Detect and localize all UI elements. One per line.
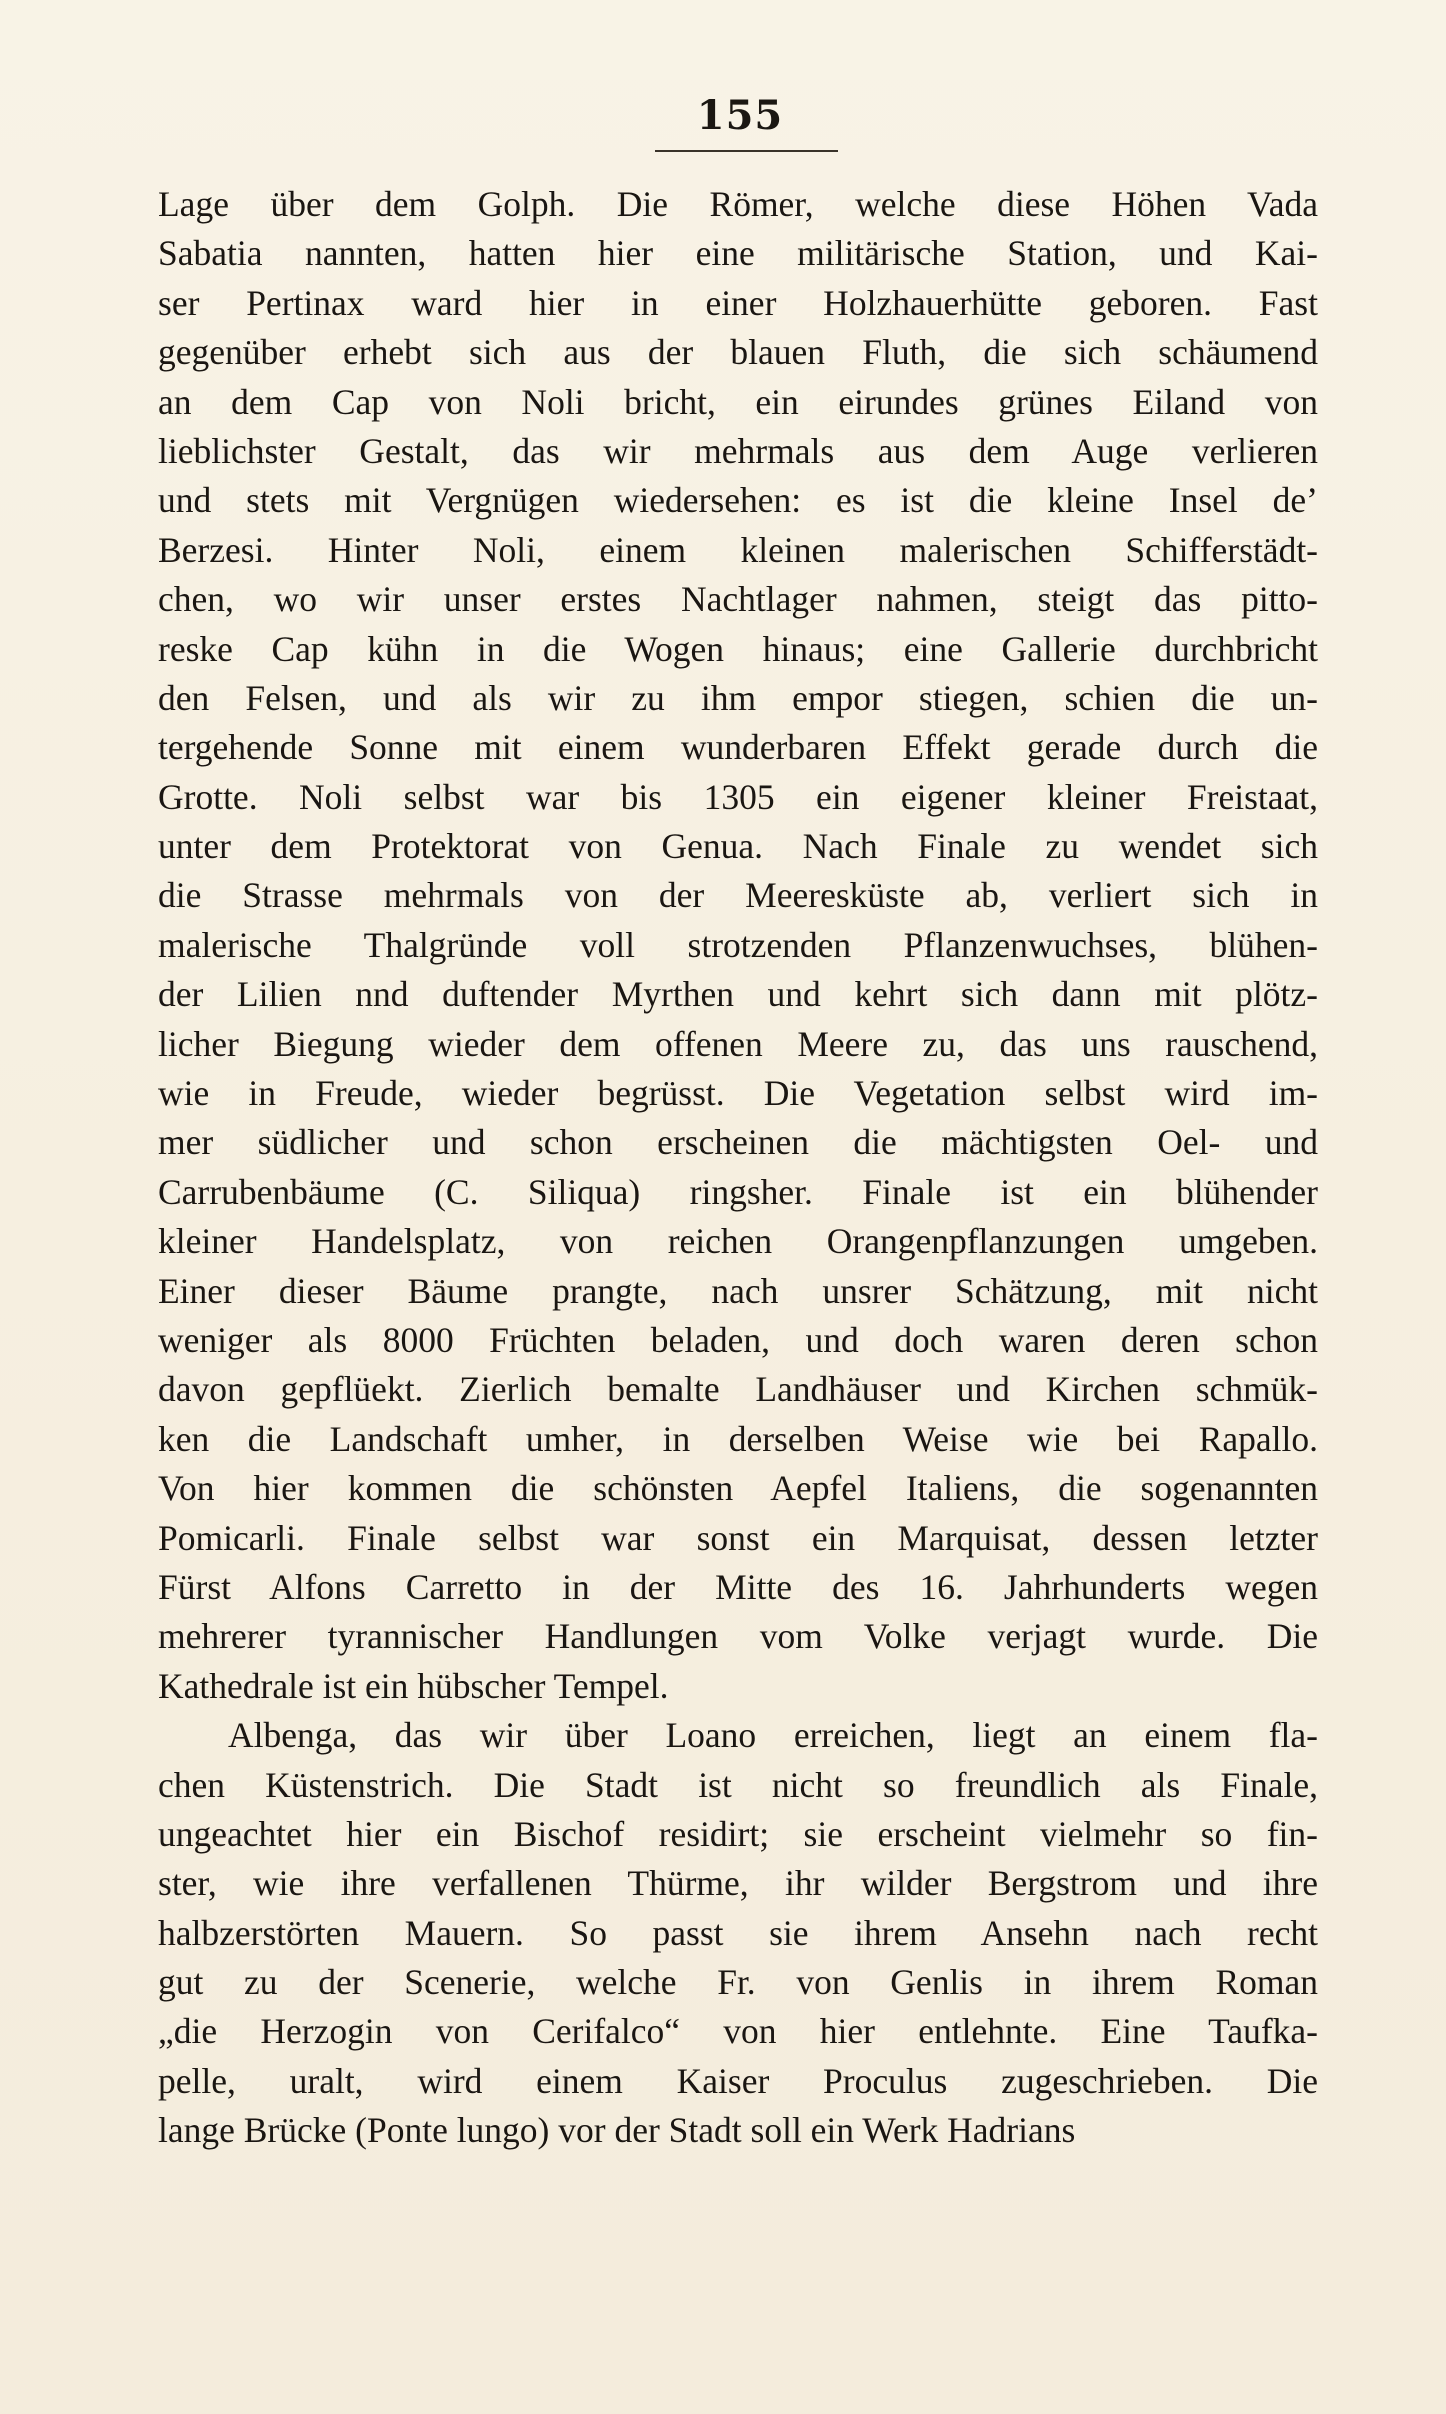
text-line: kleiner Handelsplatz, von reichen Orangenpflanzungen umgeben. [158,1221,1318,1262]
text-line: Berzesi. Hinter Noli, einem kleinen malerischen Schifferstädt- [158,529,1318,570]
text-line: licher Biegung wieder dem offenen Meere zu, das uns rauschend, [158,1023,1318,1064]
text-line: die Strasse mehrmals von der Meeresküste ab, verliert sich in [158,875,1318,916]
text-line: den Felsen, und als wir zu ihm empor stiegen, schien die un- [158,677,1318,718]
text-line: ser Pertinax ward hier in einer Holzhauerhütte geboren. Fast [158,282,1318,323]
text-line: halbzerstörten Mauern. So passt sie ihrem Ansehn nach recht [158,1912,1318,1953]
text-line: weniger als 8000 Früchten beladen, und doch waren deren schon [158,1319,1318,1360]
text-line: an dem Cap von Noli bricht, ein eirundes grünes Eiland von [158,381,1318,422]
text-line: Lage über dem Golph. Die Römer, welche diese Höhen Vada [158,184,1318,224]
header-rule [655,150,838,152]
text-line: Fürst Alfons Carretto in der Mitte des 16. Jahrhunderts wegen [158,1566,1318,1607]
text-line: mer südlicher und schon erscheinen die mächtigsten Oel- und [158,1122,1318,1163]
text-line: ster, wie ihre verfallenen Thürme, ihr wilder Bergstrom und ihre [158,1863,1318,1904]
text-line: chen Küstenstrich. Die Stadt ist nicht so freundlich als Finale, [158,1764,1318,1805]
text-line: unter dem Protektorat von Genua. Nach Finale zu wendet sich [158,826,1318,867]
text-line: lieblichster Gestalt, das wir mehrmals aus dem Auge verlieren [158,430,1318,471]
page-number: 155 [696,92,784,139]
text-line: der Lilien nnd duftender Myrthen und kehrt sich dann mit plötz- [158,974,1318,1015]
text-line: pelle, uralt, wird einem Kaiser Proculus zugeschrieben. Die [158,2060,1318,2101]
text-line: lange Brücke (Ponte lungo) vor der Stadt soll ein Werk Hadrians [158,2110,1076,2151]
text-line: Sabatia nannten, hatten hier eine militärische Station, und Kai- [158,233,1318,274]
text-line: wie in Freude, wieder begrüsst. Die Vegetation selbst wird im- [158,1073,1318,1114]
text-line: davon gepflüekt. Zierlich bemalte Landhäuser und Kirchen schmük- [158,1369,1318,1410]
text-line: reske Cap kühn in die Wogen hinaus; eine Gallerie durchbricht [158,628,1318,669]
text-line: Einer dieser Bäume prangte, nach unsrer Schätzung, mit nicht [158,1270,1318,1311]
text-line: Grotte. Noli selbst war bis 1305 ein eigener kleiner Freistaat, [158,776,1318,817]
text-line: ken die Landschaft umher, in derselben Weise wie bei Rapallo. [158,1418,1318,1459]
text-line: Pomicarli. Finale selbst war sonst ein Marquisat, dessen letzter [158,1517,1318,1558]
text-line: malerische Thalgründe voll strotzenden Pflanzenwuchses, blühen- [158,924,1318,965]
text-line: gut zu der Scenerie, welche Fr. von Genlis in ihrem Roman [158,1962,1318,2003]
text-line: Carrubenbäume (C. Siliqua) ringsher. Finale ist ein blühender [158,1171,1318,1212]
text-line: Kathedrale ist ein hübscher Tempel. [158,1665,669,1706]
paragraph-2 [158,1711,1318,2156]
text-line: mehrerer tyrannischer Handlungen vom Volke verjagt wurde. Die [158,1616,1318,1657]
text-line: „die Herzogin von Cerifalco“ von hier entlehnte. Eine Taufka- [158,2011,1318,2052]
text-line: und stets mit Vergnügen wiedersehen: es ist die kleine Insel de’ [158,480,1318,521]
text-line: tergehende Sonne mit einem wunderbaren Effekt gerade durch die [158,727,1318,768]
text-line: ungeachtet hier ein Bischof residirt; sie erscheint vielmehr so fin- [158,1813,1318,1854]
text-line: gegenüber erhebt sich aus der blauen Fluth, die sich schäumend [158,332,1318,373]
text-line: Von hier kommen die schönsten Aepfel Italiens, die sogenannten [158,1468,1318,1509]
text-line: Albenga, das wir über Loano erreichen, liegt an einem fla- [228,1715,1318,1756]
body-text [158,180,1318,2156]
paragraph-1 [158,180,1318,1711]
text-line: chen, wo wir unser erstes Nachtlager nahmen, steigt das pitto- [158,579,1318,620]
